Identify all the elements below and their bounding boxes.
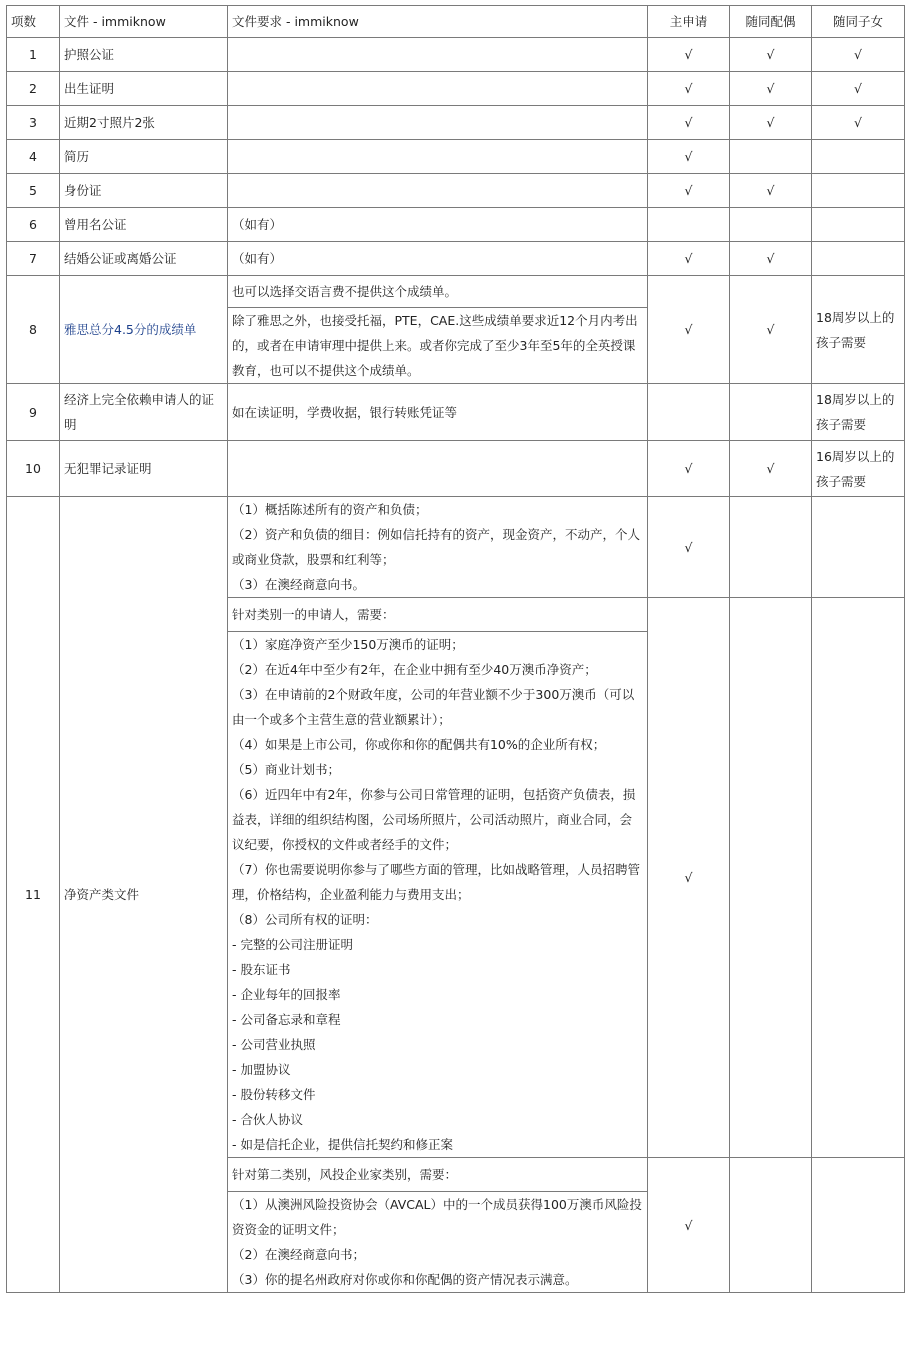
cat1-item: （8）公司所有权的证明： <box>232 912 378 927</box>
net-assets-general <box>228 497 648 598</box>
main-check: √ <box>648 106 730 140</box>
cat1-item: - 合伙人协议 <box>232 1112 303 1127</box>
header-child: 随同子女 <box>812 6 905 38</box>
header-row <box>7 6 905 38</box>
category-one-title: 针对类别一的申请人，需要： <box>228 598 648 632</box>
spouse-check <box>730 598 812 1158</box>
row-file: 近期2寸照片2张 <box>60 106 228 140</box>
row-num: 6 <box>7 208 60 242</box>
row-num: 1 <box>7 38 60 72</box>
spouse-check: √ <box>730 72 812 106</box>
cat1-item: （4）如果是上市公司，你或你和你的配偶共有10%的企业所有权； <box>232 737 606 752</box>
child-check <box>812 242 905 276</box>
row-file: 出生证明 <box>60 72 228 106</box>
main-check: √ <box>648 140 730 174</box>
spouse-check: √ <box>730 38 812 72</box>
row-requirement <box>228 72 648 106</box>
table-row <box>7 384 905 441</box>
child-check <box>812 598 905 1158</box>
table-row <box>7 38 905 72</box>
row-requirement <box>228 441 648 497</box>
ielts-requirement-a: 也可以选择交语言费不提供这个成绩单。 <box>228 276 648 308</box>
table-row <box>7 140 905 174</box>
row-requirement: （如有） <box>228 242 648 276</box>
child-note: 18周岁以上的孩子需要 <box>812 276 905 384</box>
spouse-check <box>730 384 812 441</box>
row-num: 4 <box>7 140 60 174</box>
cat1-item: - 股东证书 <box>232 962 291 977</box>
row-requirement <box>228 140 648 174</box>
table-row <box>7 106 905 140</box>
child-check <box>812 208 905 242</box>
cat2-item: （3）你的提名州政府对你或你和你配偶的资产情况表示满意。 <box>232 1272 578 1287</box>
row-file-net-assets: 净资产类文件 <box>60 497 228 1293</box>
header-requirements: 文件要求 - immiknow <box>228 6 648 38</box>
header-spouse: 随同配偶 <box>730 6 812 38</box>
table-row <box>7 242 905 276</box>
table-row <box>7 208 905 242</box>
spouse-check: √ <box>730 441 812 497</box>
spouse-check: √ <box>730 106 812 140</box>
main-check: √ <box>648 242 730 276</box>
child-check: √ <box>812 72 905 106</box>
cat1-item: - 完整的公司注册证明 <box>232 937 353 952</box>
table-row <box>7 72 905 106</box>
row-num: 8 <box>7 276 60 384</box>
child-check <box>812 140 905 174</box>
spouse-check <box>730 497 812 598</box>
row-requirement: （如有） <box>228 208 648 242</box>
row-file: 护照公证 <box>60 38 228 72</box>
cat1-item: - 如是信托企业，提供信托契约和修正案 <box>232 1137 453 1152</box>
main-check: √ <box>648 598 730 1158</box>
child-note: 18周岁以上的孩子需要 <box>812 384 905 441</box>
row-num: 11 <box>7 497 60 1293</box>
category-one-items <box>228 632 648 1158</box>
header-num: 项数 <box>7 6 60 38</box>
spouse-check <box>730 140 812 174</box>
row-file: 身份证 <box>60 174 228 208</box>
main-check: √ <box>648 72 730 106</box>
row-num: 3 <box>7 106 60 140</box>
row-num: 7 <box>7 242 60 276</box>
row-num: 10 <box>7 441 60 497</box>
cat2-item: （1）从澳洲风险投资协会（AVCAL）中的一个成员获得100万澳币风险投资资金的证明文件； <box>232 1197 642 1237</box>
header-file: 文件 - immiknow <box>60 6 228 38</box>
spouse-check: √ <box>730 276 812 384</box>
row-requirement: 如在读证明，学费收据，银行转账凭证等 <box>228 384 648 441</box>
cat1-item: - 加盟协议 <box>232 1062 291 1077</box>
cat1-item: （7）你也需要说明你参与了哪些方面的管理，比如战略管理，人员招聘管理，价格结构，企业盈利能力与费用支出； <box>232 862 640 902</box>
table-row-net-assets <box>7 497 905 598</box>
row-requirement <box>228 106 648 140</box>
spouse-check <box>730 1158 812 1293</box>
child-check: √ <box>812 106 905 140</box>
cat1-item: （2）在近4年中至少有2年，在企业中拥有至少40万澳币净资产； <box>232 662 597 677</box>
child-check <box>812 497 905 598</box>
child-note: 16周岁以上的孩子需要 <box>812 441 905 497</box>
row-file: 结婚公证或离婚公证 <box>60 242 228 276</box>
main-check <box>648 208 730 242</box>
child-check: √ <box>812 38 905 72</box>
spouse-check: √ <box>730 174 812 208</box>
row-file-ielts: 雅思总分4.5分的成绩单 <box>60 276 228 384</box>
main-check: √ <box>648 441 730 497</box>
cat1-item: （3）在申请前的2个财政年度，公司的年营业额不少于300万澳币（可以由一个或多个主营生意的营业额累计）； <box>232 687 635 727</box>
table-row-ielts <box>7 276 905 308</box>
category-two-items <box>228 1192 648 1293</box>
row-num: 2 <box>7 72 60 106</box>
cat1-item: - 企业每年的回报率 <box>232 987 341 1002</box>
cat1-item: - 公司营业执照 <box>232 1037 316 1052</box>
row-file: 经济上完全依赖申请人的证明 <box>60 384 228 441</box>
main-check: √ <box>648 497 730 598</box>
main-check: √ <box>648 276 730 384</box>
row-num: 9 <box>7 384 60 441</box>
table-row <box>7 174 905 208</box>
main-check: √ <box>648 38 730 72</box>
ielts-requirement-b: 除了雅思之外，也接受托福，PTE，CAE.这些成绩单要求近12个月内考出的，或者在申请审理中提供上来。或者你完成了至少3年至5年的全英授课教育，也可以不提供这个成绩单。 <box>228 308 648 384</box>
cat1-item: （5）商业计划书； <box>232 762 340 777</box>
cat1-item: - 股份转移文件 <box>232 1087 316 1102</box>
cat1-item: （6）近四年中有2年，你参与公司日常管理的证明，包括资产负债表，损益表，详细的组织结构图，公司场所照片，公司活动照片，商业合同，会议纪要，你授权的文件或者经手的文件； <box>232 787 636 852</box>
child-check <box>812 1158 905 1293</box>
general-item: （3）在澳经商意向书。 <box>232 577 365 592</box>
cat2-item: （2）在澳经商意向书； <box>232 1247 365 1262</box>
spouse-check: √ <box>730 242 812 276</box>
row-requirement <box>228 174 648 208</box>
row-requirement <box>228 38 648 72</box>
main-check <box>648 384 730 441</box>
main-check: √ <box>648 174 730 208</box>
spouse-check <box>730 208 812 242</box>
documents-table <box>6 5 905 1293</box>
cat1-item: - 公司备忘录和章程 <box>232 1012 341 1027</box>
row-file: 无犯罪记录证明 <box>60 441 228 497</box>
cat1-item: （1）家庭净资产至少150万澳币的证明； <box>232 637 464 652</box>
category-two-title: 针对第二类别，风投企业家类别，需要： <box>228 1158 648 1192</box>
row-file: 曾用名公证 <box>60 208 228 242</box>
row-file: 简历 <box>60 140 228 174</box>
child-check <box>812 174 905 208</box>
main-check: √ <box>648 1158 730 1293</box>
row-num: 5 <box>7 174 60 208</box>
general-item: （2）资产和负债的细目：例如信托持有的资产，现金资产，不动产，个人或商业贷款，股票和红利等； <box>232 527 640 567</box>
general-item: （1）概括陈述所有的资产和负债； <box>232 502 428 517</box>
header-main-applicant: 主申请 <box>648 6 730 38</box>
table-row <box>7 441 905 497</box>
